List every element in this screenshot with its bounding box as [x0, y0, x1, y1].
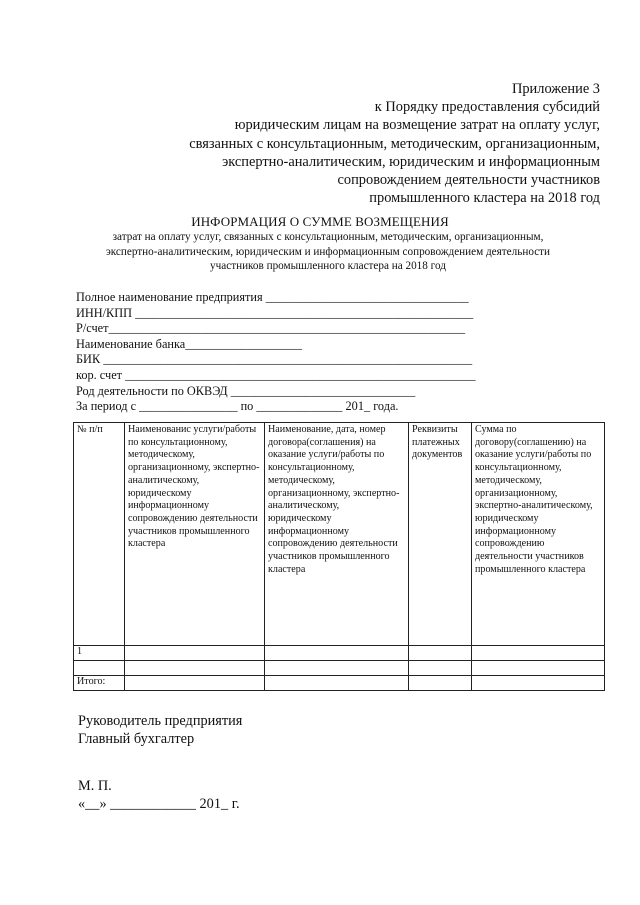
table-row — [74, 646, 605, 661]
appendix-line: сопровождением деятельности участников — [337, 172, 600, 189]
signature-date: «__» ____________ 201_ г. — [78, 796, 240, 813]
table-cell — [409, 676, 472, 691]
table-cell — [265, 646, 409, 661]
appendix-line: к Порядку предоставления субсидий — [374, 99, 600, 116]
signature-block — [78, 712, 242, 814]
total-label: Итого: — [74, 676, 125, 691]
appendix-line: промышленного кластера на 2018 год — [369, 190, 600, 207]
header-cell-contract: Наименование, дата, номер договора(соглашения) на оказание услуги/работы по консультационному, методическому, организационному, экспертно-аналитическому, юридическому информационному сопровождению деятельности участников промышленного кластера — [265, 423, 409, 646]
header-cell-number: № п/п — [74, 423, 125, 646]
subtitle-line: участников промышленного кластера на 2018 год — [210, 260, 446, 272]
table-cell — [265, 676, 409, 691]
appendix-line: юридическим лицам на возмещение затрат на оплату услуг, — [234, 117, 600, 134]
field-okved: Род деятельности по ОКВЭД ______________________________ — [76, 383, 416, 398]
table-cell — [409, 661, 472, 676]
header-cell-service: Наименованис услуги/работы по консультационному, методическому, организационному, экспертно-аналитическому, юридическому информационному сопровождению деятельности участников промышленного кластера — [125, 423, 265, 646]
company-details — [76, 290, 516, 415]
table-header-row — [74, 423, 605, 646]
table-cell — [125, 646, 265, 661]
table-cell — [125, 676, 265, 691]
table-cell — [472, 676, 605, 691]
subtitle-line: экспертно-аналитическим, юридическим и информационным сопровождением деятельности — [105, 245, 551, 258]
table-cell: 1 — [74, 646, 125, 661]
signature-head: Руководитель предприятия — [78, 713, 243, 729]
signature-accountant: Главный бухгалтер — [78, 731, 195, 748]
appendix-line: экспертно-аналитическим, юридическим и информационным — [222, 153, 600, 170]
spacer — [78, 749, 242, 777]
field-inn-kpp: ИНН/КПП _______________________________________________________ — [76, 305, 474, 320]
table-cell — [472, 646, 605, 661]
table-row — [74, 661, 605, 676]
table-cell — [125, 661, 265, 676]
table-cell — [74, 661, 125, 676]
table-cell — [409, 646, 472, 661]
header-cell-amount: Сумма по договору(соглашению) на оказание услуги/работы по консультационному, методическому, организационному, экспертно-аналитическому, юридическому информационному сопровождению деятельности участников промышленного кластера — [472, 423, 605, 646]
appendix-header — [100, 80, 600, 207]
table-cell — [265, 661, 409, 676]
table-total-row — [74, 676, 605, 691]
field-period: За период с ________________ по ______________ 201_ года. — [76, 399, 399, 414]
table-cell — [472, 661, 605, 676]
seal-label: М. П. — [78, 777, 112, 794]
field-corr-account: кор. счет _________________________________________________________ — [76, 367, 476, 382]
document-subtitle — [48, 230, 608, 274]
header-cell-payment-docs: Реквизиты платежных документов — [409, 423, 472, 646]
appendix-line: связанных с консультационным, методическим, организационным, — [189, 135, 600, 152]
document-title: ИНФОРМАЦИЯ О СУММЕ ВОЗМЕЩЕНИЯ — [191, 214, 449, 229]
field-bik: БИК ____________________________________________________________ — [76, 352, 473, 367]
field-company-name: Полное наименование предприятия _________________________________ — [76, 290, 469, 304]
subtitle-line: затрат на оплату услуг, связанных с консультационным, методическим, организационным, — [112, 231, 544, 243]
field-account: Р/счет__________________________________________________________ — [76, 321, 466, 336]
reimbursement-table — [73, 422, 605, 691]
appendix-line: Приложение 3 — [511, 81, 600, 97]
field-bank-name: Наименование банка___________________ — [76, 336, 303, 351]
